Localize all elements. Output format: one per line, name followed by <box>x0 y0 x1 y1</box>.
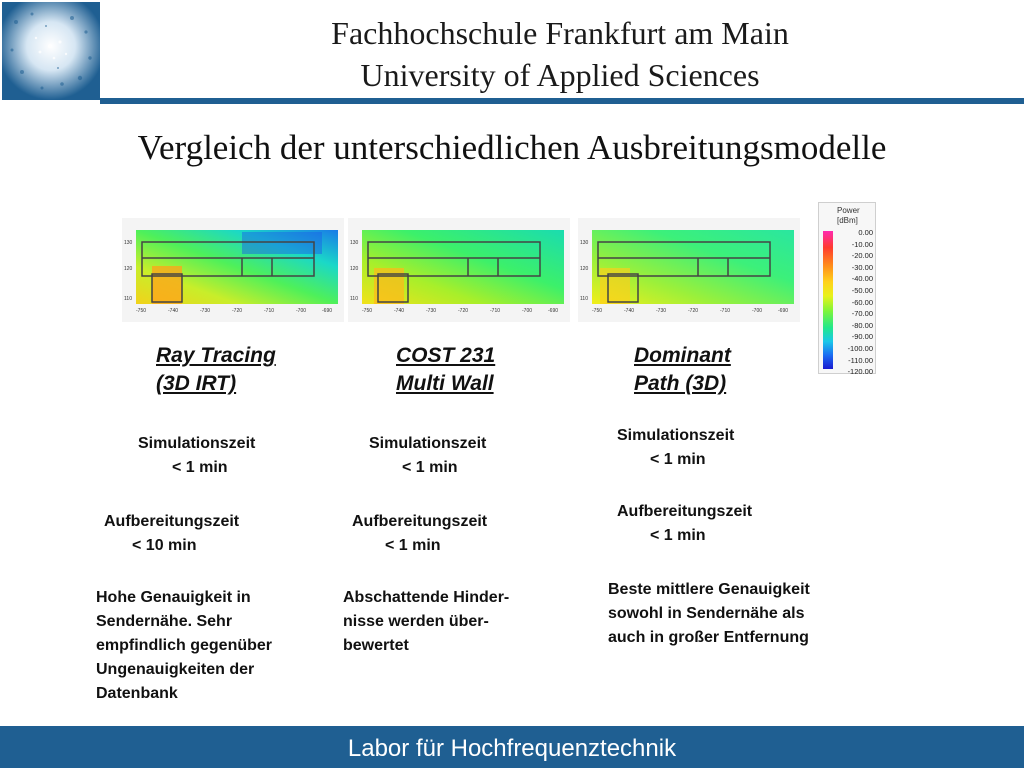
simulation-time-cost-231 <box>369 432 486 480</box>
map-2-x-tick-690: -690 <box>548 308 559 314</box>
model-title-line-1: Dominant <box>634 344 731 367</box>
simulation-time-label: Simulationszeit <box>369 435 487 452</box>
header-title <box>190 12 930 96</box>
legend-value: -70.00 <box>851 309 873 319</box>
description-line: Hohe Genauigkeit in <box>96 589 251 606</box>
map-3-y-tick-120: 120 <box>580 266 589 272</box>
university-logo <box>2 2 100 100</box>
footer-text: Labor für Hochfrequenztechnik <box>347 735 677 762</box>
map-2-y-tick-110: 110 <box>350 296 358 302</box>
map-1-y-tick-120: 120 <box>124 266 133 272</box>
legend-color-bar <box>823 231 833 369</box>
description-line: nisse werden über- <box>343 613 489 630</box>
preparation-time-value: < 1 min <box>650 527 706 544</box>
description-line: bewertet <box>343 637 409 654</box>
preparation-time-label: Aufbereitungszeit <box>104 513 240 530</box>
preparation-time-dominant-path <box>617 500 752 548</box>
model-title-line-1: Ray Tracing <box>156 344 276 367</box>
model-title-cost-231 <box>396 342 495 398</box>
map-2-y-tick-120: 120 <box>350 266 359 272</box>
map-3-x-tick-710: -710 <box>720 308 731 314</box>
map-3-y-tick-110: 110 <box>580 296 588 302</box>
description-dominant-path <box>608 578 810 650</box>
legend-value: -50.00 <box>851 285 873 295</box>
preparation-time-value: < 1 min <box>385 537 441 554</box>
slide-title: Vergleich der unterschiedlichen Ausbreitungsmodelle <box>137 128 887 167</box>
legend-labels <box>843 227 873 378</box>
map-1-y-tick-110: 110 <box>124 296 132 302</box>
simulation-time-ray-tracing <box>138 432 255 480</box>
map-2-x-tick-750: -750 <box>362 308 373 314</box>
legend-value: -20.00 <box>851 251 873 261</box>
map-3-x-tick-700: -700 <box>752 308 763 314</box>
description-cost-231 <box>343 586 509 658</box>
map-1-x-tick-730: -730 <box>200 308 211 314</box>
header-line-1: Fachhochschule Frankfurt am Main <box>331 15 789 51</box>
legend-value: -80.00 <box>851 320 873 330</box>
map-2-x-tick-720: -720 <box>458 308 469 314</box>
simulation-time-label: Simulationszeit <box>138 435 256 452</box>
description-line: auch in großer Entfernung <box>608 629 809 646</box>
model-title-line-2: (3D IRT) <box>156 372 237 395</box>
legend-title-line-2: [dBm] <box>837 216 858 225</box>
legend-value: -60.00 <box>851 297 873 307</box>
description-line: sowohl in Sendernähe als <box>608 605 805 622</box>
map-ray-tracing <box>122 218 344 322</box>
map-1-y-tick-130: 130 <box>124 240 133 246</box>
map-2-x-tick-700: -700 <box>522 308 533 314</box>
map-cost-231 <box>348 218 570 322</box>
description-line: Abschattende Hinder- <box>343 589 510 606</box>
footer <box>0 726 1024 768</box>
description-line: empfindlich gegenüber <box>96 637 273 654</box>
simulation-time-value: < 1 min <box>402 459 458 476</box>
map-2-y-tick-130: 130 <box>350 240 359 246</box>
map-1-x-tick-710: -710 <box>264 308 275 314</box>
legend-value: 0.00 <box>858 228 873 237</box>
model-title-line-1: COST 231 <box>396 344 496 367</box>
header-bar <box>100 98 1024 104</box>
preparation-time-label: Aufbereitungszeit <box>352 513 488 530</box>
legend-title-line-1: Power <box>837 206 860 215</box>
map-3-y-tick-130: 130 <box>580 240 589 246</box>
legend-value: -90.00 <box>851 332 873 342</box>
legend-value: -100.00 <box>847 343 873 353</box>
map-dominant-path <box>578 218 800 322</box>
simulation-time-dominant-path <box>617 424 734 472</box>
map-3-x-tick-730: -730 <box>656 308 667 314</box>
map-3-x-tick-720: -720 <box>688 308 699 314</box>
map-1-x-tick-750: -750 <box>136 308 147 314</box>
legend-value: -30.00 <box>851 262 873 272</box>
preparation-time-ray-tracing <box>104 510 239 558</box>
legend-value: -110.00 <box>848 355 873 365</box>
header <box>0 0 1024 104</box>
model-title-ray-tracing <box>156 342 276 398</box>
preparation-time-value: < 10 min <box>132 537 197 554</box>
legend-title <box>837 206 860 226</box>
map-2-x-tick-730: -730 <box>426 308 437 314</box>
description-line: Sendernähe. Sehr <box>96 613 233 630</box>
description-ray-tracing <box>96 586 272 706</box>
map-3-x-tick-750: -750 <box>592 308 603 314</box>
simulation-time-value: < 1 min <box>650 451 706 468</box>
simulation-time-value: < 1 min <box>172 459 228 476</box>
map-1-x-tick-720: -720 <box>232 308 243 314</box>
model-title-line-2: Multi Wall <box>396 372 494 395</box>
power-legend <box>818 202 876 377</box>
legend-value: -120.00 <box>847 367 873 377</box>
model-title-dominant-path <box>634 342 731 398</box>
map-1-x-tick-740: -740 <box>168 308 179 314</box>
description-line: Datenbank <box>96 685 178 702</box>
header-line-2: University of Applied Sciences <box>360 57 760 93</box>
map-1-x-tick-690: -690 <box>322 308 333 314</box>
legend-value: -40.00 <box>851 274 873 284</box>
simulation-time-label: Simulationszeit <box>617 427 735 444</box>
description-line: Ungenauigkeiten der <box>96 661 255 678</box>
description-line: Beste mittlere Genauigkeit <box>608 581 810 598</box>
map-2-x-tick-710: -710 <box>490 308 501 314</box>
preparation-time-cost-231 <box>352 510 487 558</box>
model-title-line-2: Path (3D) <box>634 372 727 395</box>
map-3-x-tick-740: -740 <box>624 308 635 314</box>
preparation-time-label: Aufbereitungszeit <box>617 503 753 520</box>
map-1-x-tick-700: -700 <box>296 308 307 314</box>
map-3-x-tick-690: -690 <box>778 308 789 314</box>
legend-value: -10.00 <box>851 239 873 249</box>
map-2-x-tick-740: -740 <box>394 308 405 314</box>
